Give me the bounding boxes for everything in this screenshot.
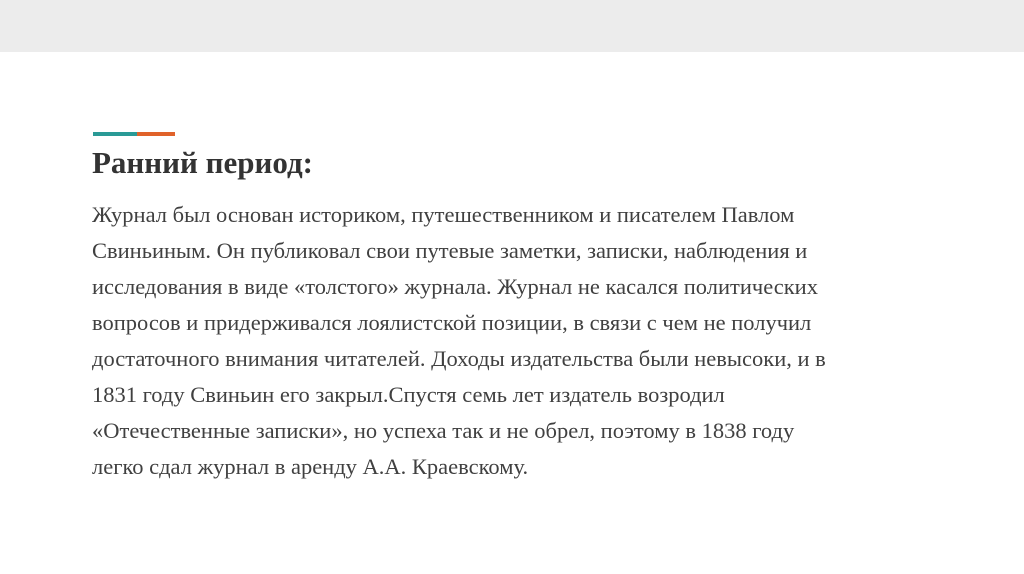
top-bar xyxy=(0,0,1024,52)
body-line: «Отечественные записки», но успеха так и не обрел, поэтому в 1838 году xyxy=(92,418,795,443)
body-line: исследования в виде «толстого» журнала. Журнал не касался политических xyxy=(92,274,818,299)
body-line: Журнал был основан историком, путешественником и писателем Павлом xyxy=(92,202,795,227)
body-line: достаточного внимания читателей. Доходы издательства были невысоки, и в xyxy=(92,346,826,371)
body-line: 1831 году Свиньин его закрыл.Спустя семь лет издатель возродил xyxy=(92,382,725,407)
body-line: Свиньиным. Он публиковал свои путевые заметки, записки, наблюдения и xyxy=(92,238,808,263)
title-accent-orange xyxy=(137,132,175,136)
body-line: легко сдал журнал в аренду А.А. Краевскому. xyxy=(92,454,529,479)
body-line: вопросов и придерживался лоялистской позиции, в связи с чем не получил xyxy=(92,310,812,335)
title-accent-teal xyxy=(93,132,137,136)
slide-body xyxy=(92,197,932,485)
slide-title: Ранний период: xyxy=(92,145,313,180)
